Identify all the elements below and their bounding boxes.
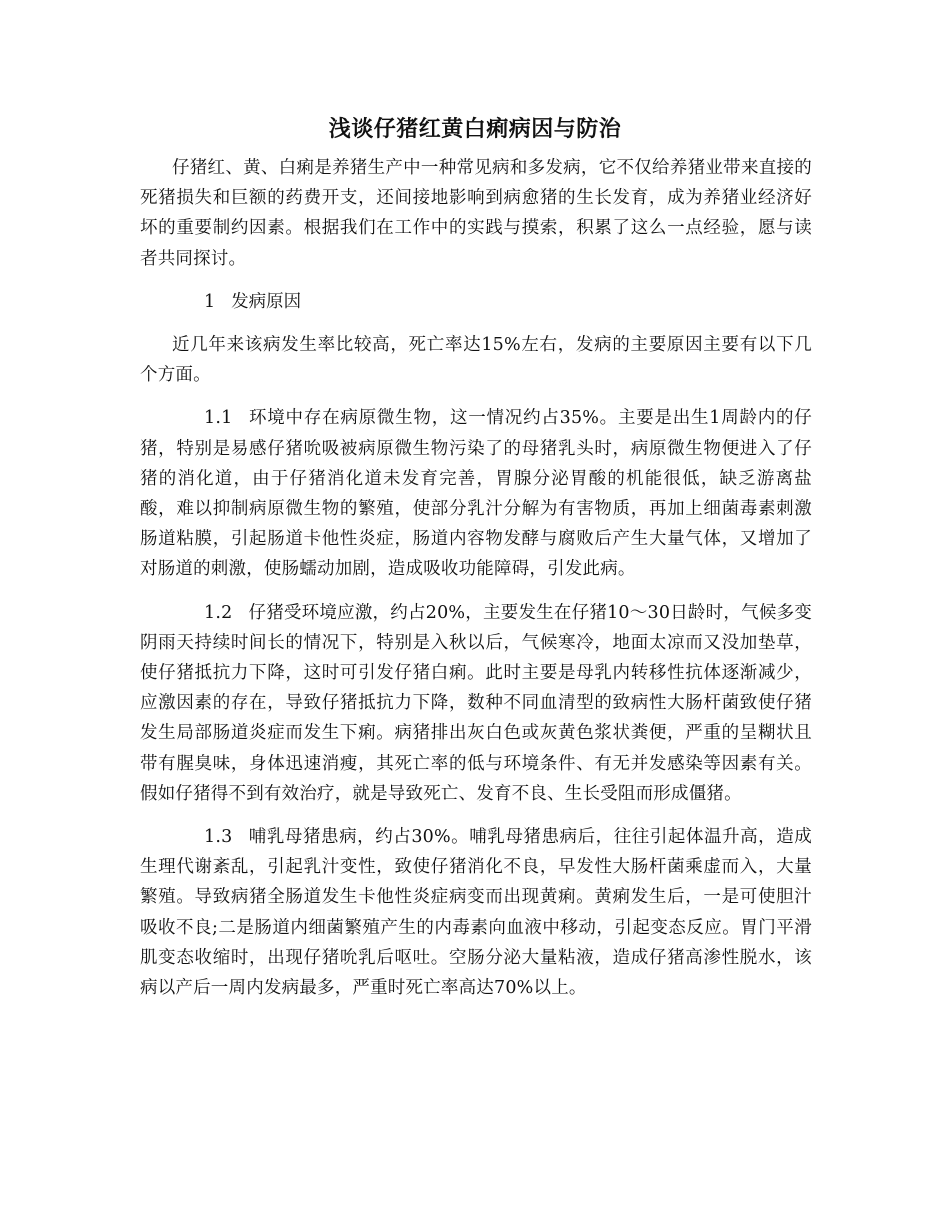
- subsection-text: 哺乳母猪患病，约占30%。哺乳母猪患病后，往往引起体温升高，造成生理代谢紊乱，引起乳汁变性，致使仔猪消化不良，早发性大肠杆菌乘虚而入，大量繁殖。导致病猪全肠道发生卡他性炎症病变而出现黄痢。黄痢发生后，一是可使胆汁吸收不良;二是肠道内细菌繁殖产生的内毒素向血液中移动，引起变态反应。胃门平滑肌变态收缩时，出现仔猪吮乳后呕吐。空肠分泌大量粘液，造成仔猪高渗性脱水，该病以产后一周内发病最多，严重时死亡率高达70%以上。: [140, 827, 812, 999]
- subsection-number: 1.1: [204, 408, 233, 429]
- intro-paragraph: 仔猪红、黄、白痢是养猪生产中一种常见病和多发病，它不仅给养猪业带来直接的死猪损失和巨额的药费开支，还间接地影响到病愈猪的生长发育，成为养猪业经济好坏的重要制约因素。根据我们在工作中的实践与摸索，积累了这么一点经验，愿与读者共同探讨。: [140, 158, 812, 269]
- section-title: 发病原因: [231, 291, 302, 312]
- subsection-text: 仔猪受环境应激，约占20%，主要发生在仔猪10～30日龄时，气候多变阴雨天持续时间长的情况下，特别是入秋以后，气候寒冷，地面太凉而又没加垫草，使仔猪抵抗力下降，这时可引发仔猪白痢。此时主要是母乳内转移性抗体逐渐减少，应激因素的存在，导致仔猪抵抗力下降，数种不同血清型的致病性大肠杆菌致使仔猪发生局部肠道炎症而发生下痢。病猪排出灰白色或灰黄色浆状粪便，严重的呈糊状且带有腥臭味，身体迅速消瘦，其死亡率的低与环境条件、有无并发感染等因素有关。假如仔猪得不到有效治疗，就是导致死亡、发育不良、生长受阻而形成僵猪。: [140, 602, 812, 804]
- subsection-text: 环境中存在病原微生物，这一情况约占35%。主要是出生1周龄内的仔猪，特别是易感仔猪吮吸被病原微生物污染了的母猪乳头时，病原微生物便进入了仔猪的消化道，由于仔猪消化道未发育完善，胃腺分泌胃酸的机能很低，缺乏游离盐酸，难以抑制病原微生物的繁殖，使部分乳汁分解为有害物质，再加上细菌毒素刺激肠道粘膜，引起肠道卡他性炎症，肠道内容物发酵与腐败后产生大量气体，又增加了对肠道的刺激，使肠蠕动加剧，造成吸收功能障碍，引发此病。: [140, 408, 812, 580]
- section-intro-paragraph: 近几年来该病发生率比较高，死亡率达15%左右，发病的主要原因主要有以下几个方面。: [140, 335, 812, 386]
- subsection-paragraph-1-1: [140, 403, 812, 584]
- section-heading: [140, 287, 812, 317]
- subsection-paragraph-1-2: [140, 598, 812, 809]
- document-body: [140, 153, 812, 1016]
- subsection-paragraph-1-3: [140, 822, 812, 1003]
- subsection-number: 1.2: [204, 602, 233, 623]
- page-title: 浅谈仔猪红黄白痢病因与防治: [328, 116, 622, 142]
- section-number: 1: [204, 291, 216, 312]
- subsection-number: 1.3: [204, 827, 233, 848]
